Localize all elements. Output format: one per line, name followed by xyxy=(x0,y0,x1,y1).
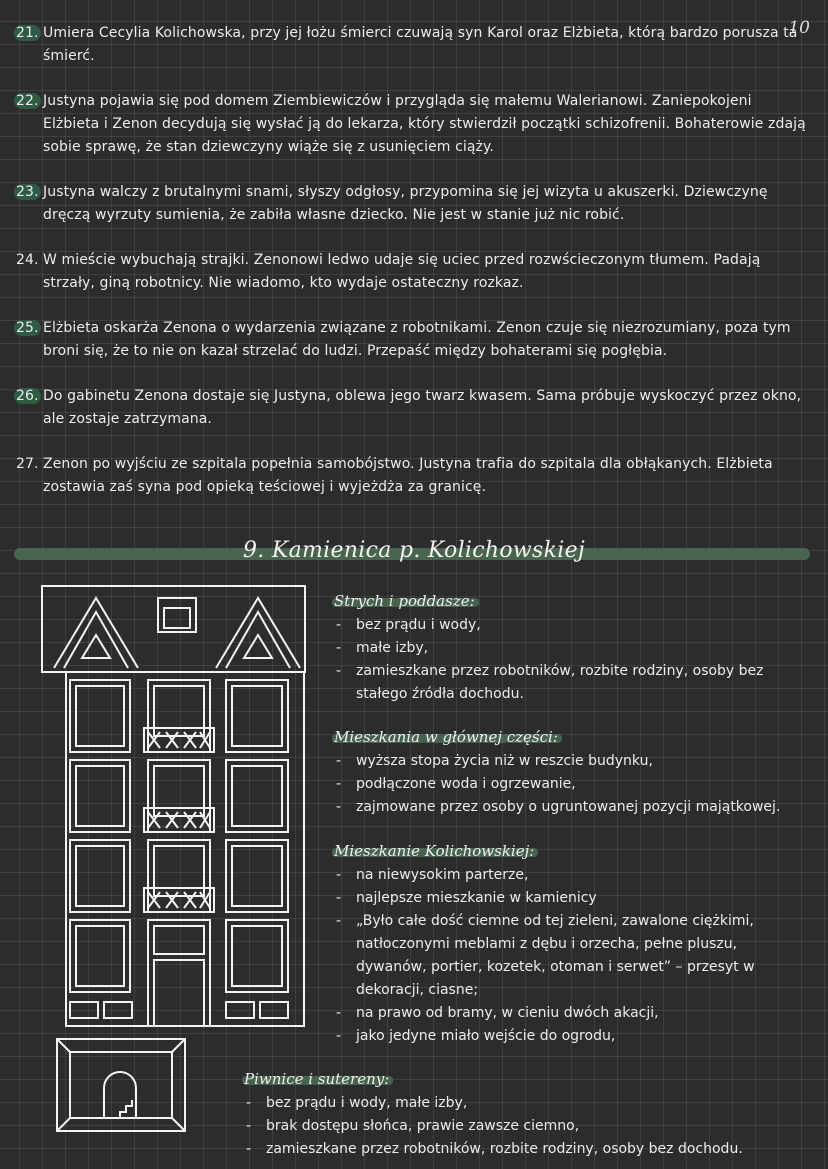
main-flats-heading: Mieszkania w głównej części: xyxy=(334,728,558,746)
list-item xyxy=(16,90,806,159)
item-number: 25. xyxy=(16,320,39,336)
kolichowska-flat-section xyxy=(334,840,796,1048)
cellars-section xyxy=(244,1068,814,1161)
list-item: - bez prądu i wody, xyxy=(334,614,804,637)
page-number: 10 xyxy=(788,18,810,38)
list-item: - zamieszkane przez robotników, rozbite rodziny, osoby bez stałego źródła dochodu. xyxy=(334,660,804,706)
attic-section xyxy=(334,590,804,706)
item-text: Zenon po wyjściu ze szpitala popełnia samobójstwo. Justyna trafia do szpitala dla obłąkanych. Elżbieta zostawia zaś syna pod opieką teściowej i wyjeżdża za granicę. xyxy=(43,456,773,495)
item-number: 21. xyxy=(16,25,39,41)
attic-heading: Strych i poddasze: xyxy=(334,592,475,610)
list-item: - najlepsze mieszkanie w kamienicy xyxy=(334,887,796,910)
item-text: Justyna pojawia się pod domem Ziembiewiczów i przygląda się małemu Walerianowi. Zaniepokojeni Elżbieta i Zenon decydują się wysłać ją do lekarza, który stwierdził początki schizofrenii. Bohaterowie zdają sobie sprawę, że stan dziewczyny wiąże się z usunięciem ciąży. xyxy=(43,93,806,155)
tenement-house-icon xyxy=(36,580,311,1030)
item-text: W mieście wybuchają strajki. Zenonowi ledwo udaje się uciec przed rozwścieczonym tłumem. Padają strzały, giną robotnicy. Nie wiadomo, kto wydaje ostateczny rozkaz. xyxy=(43,252,761,291)
item-number: 27. xyxy=(16,456,39,472)
plot-events-list xyxy=(16,22,806,521)
list-item: - małe izby, xyxy=(334,637,804,660)
item-text: Elżbieta oskarża Zenona o wydarzenia związane z robotnikami. Zenon czuje się niezrozumiany, poza tym broni się, że to nie on kazał strzelać do ludzi. Przepaść między bohaterami się pogłębia. xyxy=(43,320,791,359)
section-header xyxy=(14,538,814,572)
list-item xyxy=(16,22,806,68)
item-number: 22. xyxy=(16,93,39,109)
item-number: 24. xyxy=(16,252,39,268)
cellar-icon xyxy=(54,1036,188,1134)
main-flats-section xyxy=(334,726,814,819)
list-item xyxy=(16,317,806,363)
cellars-heading: Piwnice i sutereny: xyxy=(244,1070,390,1088)
list-item: - zajmowane przez osoby o ugruntowanej pozycji majątkowej. xyxy=(334,796,814,819)
list-item: - bez prądu i wody, małe izby, xyxy=(244,1092,814,1115)
list-item: - na niewysokim parterze, xyxy=(334,864,796,887)
list-item xyxy=(16,249,806,295)
list-item xyxy=(16,453,806,499)
list-item xyxy=(16,181,806,227)
item-text: Umiera Cecylia Kolichowska, przy jej łożu śmierci czuwają syn Karol oraz Elżbieta, którą bardzo porusza ta śmierć. xyxy=(43,25,798,64)
list-item: - na prawo od bramy, w cieniu dwóch akacji, xyxy=(334,1002,796,1025)
list-item: - podłączone woda i ogrzewanie, xyxy=(334,773,814,796)
list-item: - wyższa stopa życia niż w reszcie budynku, xyxy=(334,750,814,773)
list-item: - zamieszkane przez robotników, rozbite rodziny, osoby bez dochodu. xyxy=(244,1138,814,1161)
item-number: 26. xyxy=(16,388,39,404)
kolichowska-flat-heading: Mieszkanie Kolichowskiej: xyxy=(334,842,535,860)
section-title: 9. Kamienica p. Kolichowskiej xyxy=(242,538,586,563)
list-item: - brak dostępu słońca, prawie zawsze ciemno, xyxy=(244,1115,814,1138)
item-text: Justyna walczy z brutalnymi snami, słyszy odgłosy, przypomina się jej wizyta u akuszerki. Dziewczynę dręczą wyrzuty sumienia, że zabiła własne dziecko. Nie jest w stanie już nic robić. xyxy=(43,184,768,223)
item-number: 23. xyxy=(16,184,39,200)
list-item xyxy=(16,385,806,431)
list-item: - „Było całe dość ciemne od tej zieleni, zawalone ciężkimi, natłoczonymi meblami z dębu i orzecha, pełne pluszu, dywanów, portier, kozetek, otoman i serwet” – przesyt w dekoracji, ciasne; xyxy=(334,910,796,1002)
item-text: Do gabinetu Zenona dostaje się Justyna, oblewa jego twarz kwasem. Sama próbuje wyskoczyć przez okno, ale zostaje zatrzymana. xyxy=(43,388,802,427)
list-item: - jako jedyne miało wejście do ogrodu, xyxy=(334,1025,796,1048)
